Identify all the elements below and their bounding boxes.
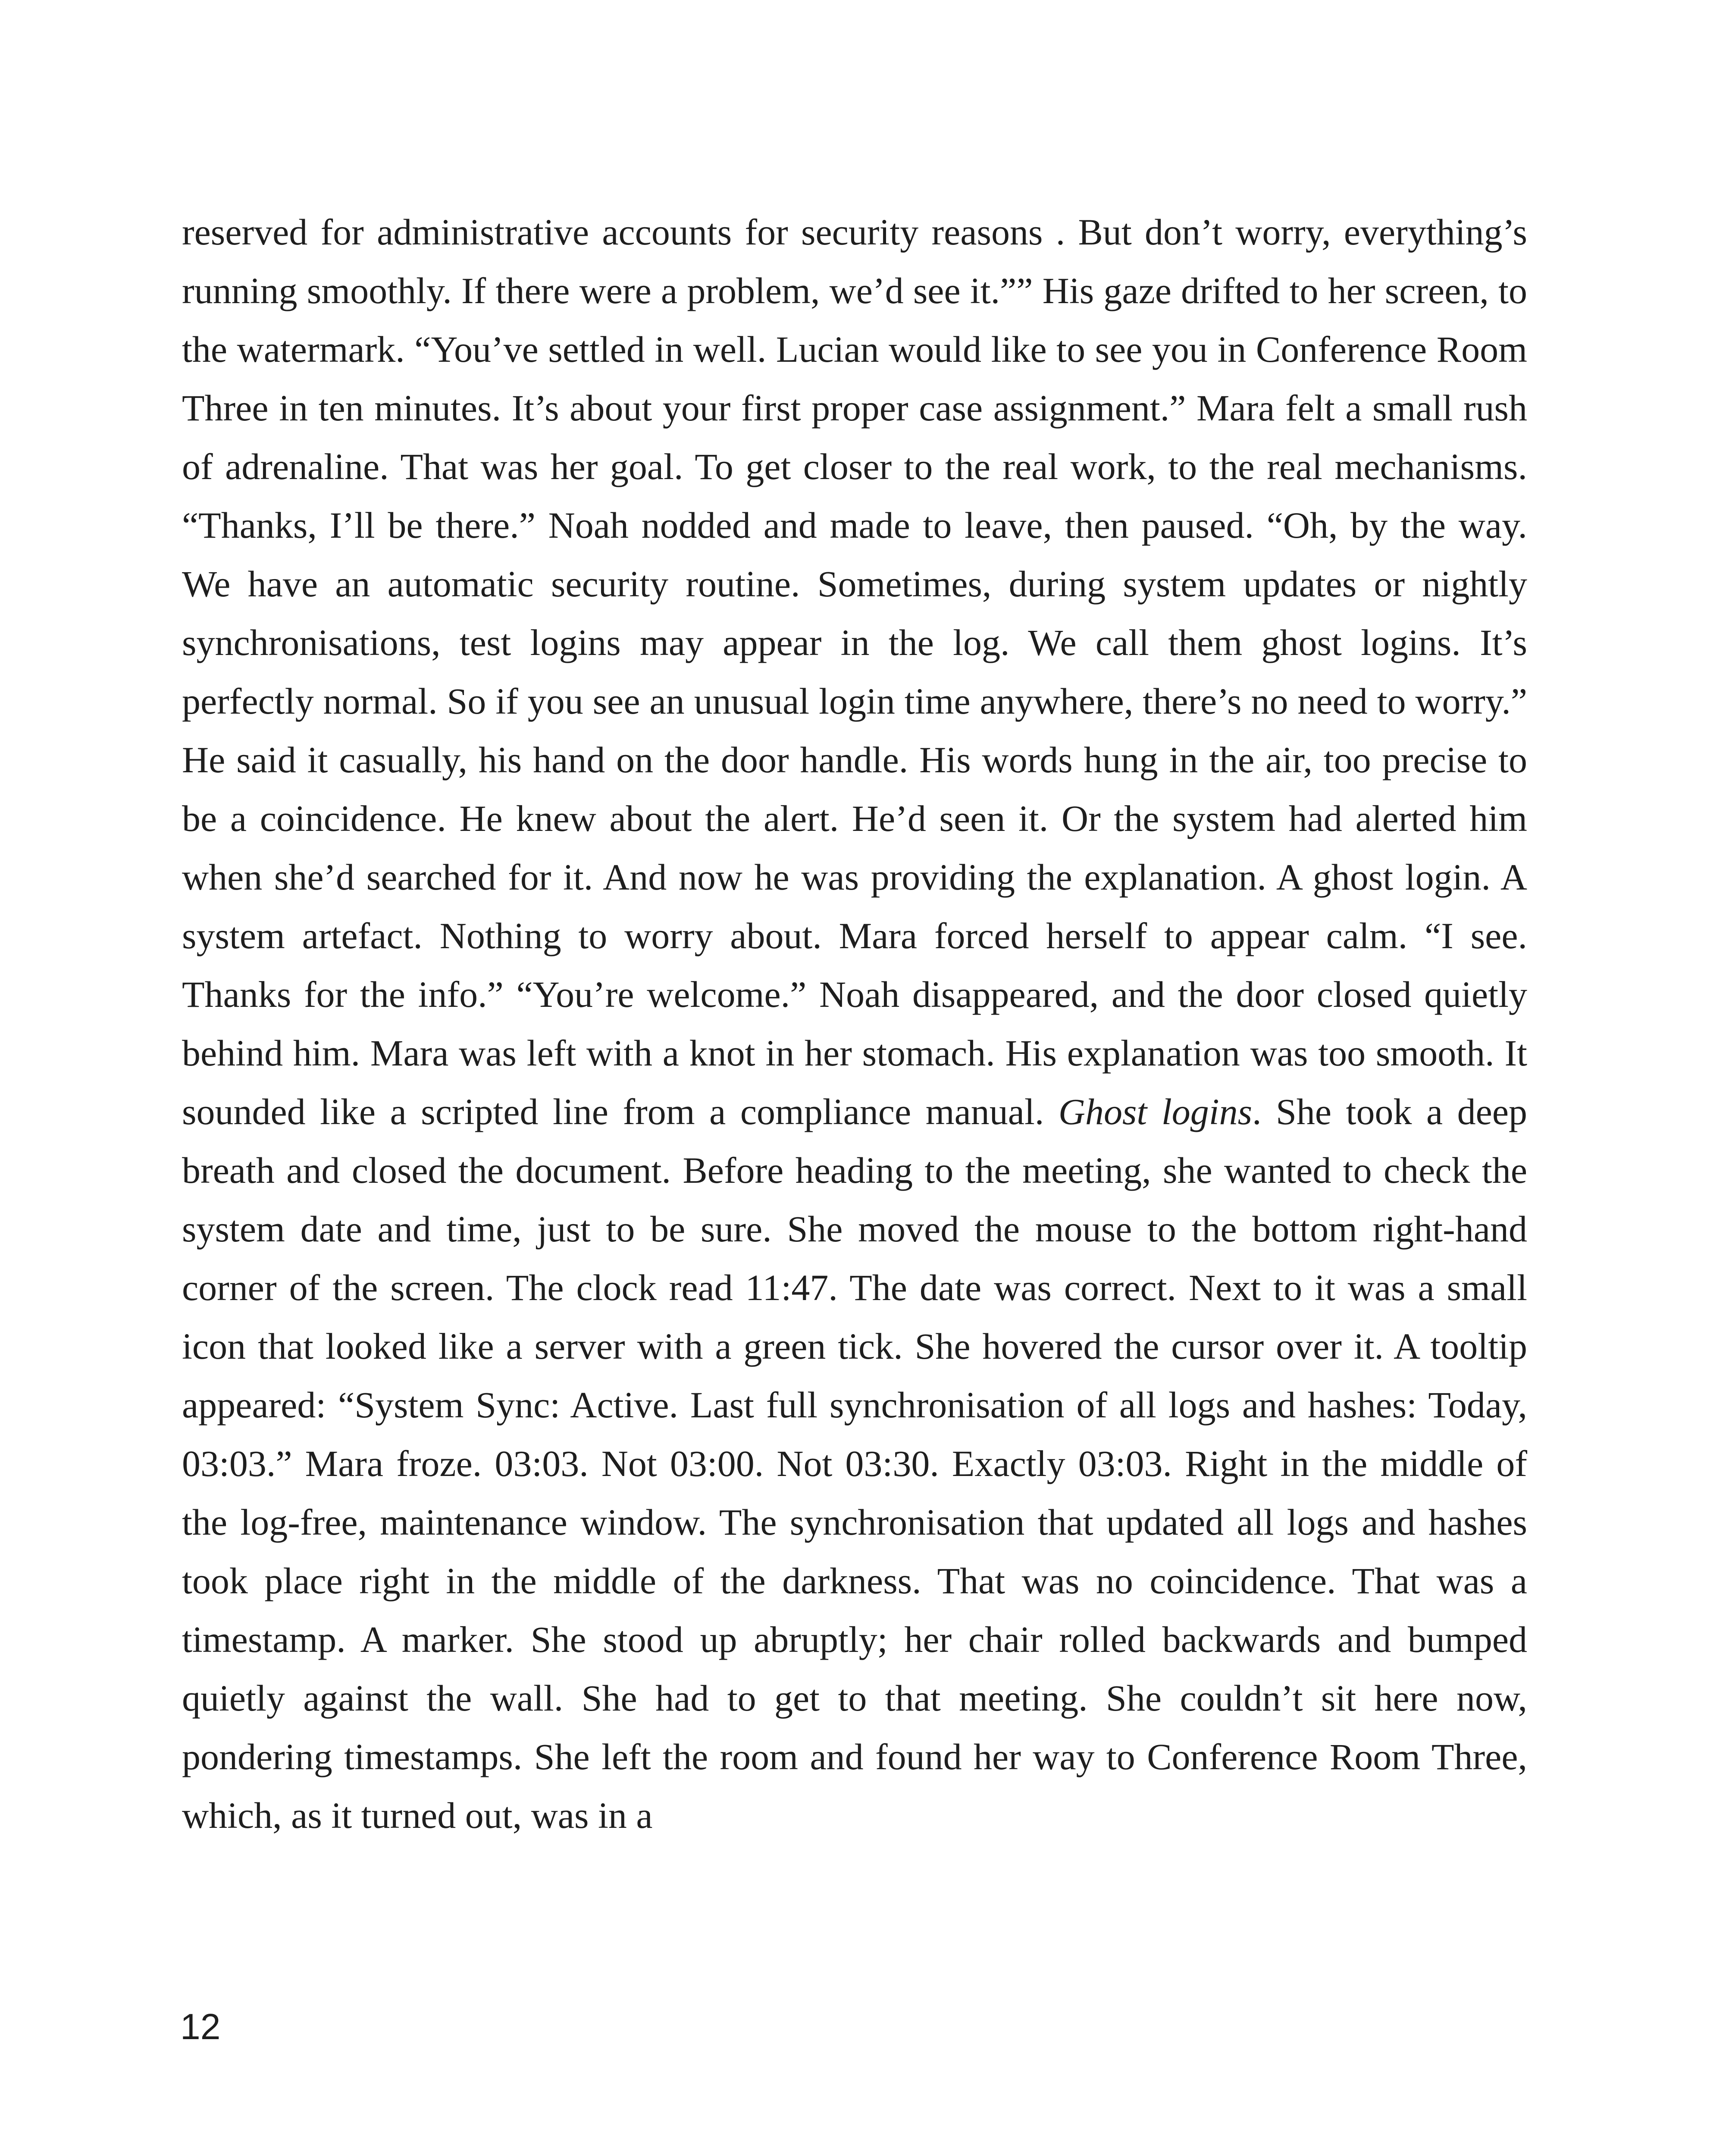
italic-phrase: Ghost logins	[1058, 1091, 1253, 1132]
paragraph-text-part-2: . She took a deep breath and closed the document. Before heading to the meeting, she wanted to check the system date and time, just to be sure. She moved the mouse to the bottom right-hand corner of the screen. The clock read 11:47. The date was correct. Next to it was a small icon that looked like a server with a green tick. She hovered the cursor over it. A tooltip appeared: “System Sync: Active. Last full synchronisation of all logs and hashes: Today, 03:03.” Mara froze. 03:03. Not 03:00. Not 03:30. Exactly 03:03. Right in the middle of the log-free, maintenance window. The synchronisation that updated all logs and hashes took place right in the middle of the darkness. That was no coincidence. That was a timestamp. A marker. She stood up abruptly; her chair rolled backwards and bumped quietly against the wall. She had to get to that meeting. She couldn’t sit here now, pondering timestamps. She left the room and found her way to Conference Room Three, which, as it turned out, was in a	[182, 1091, 1528, 1836]
paragraph-text-part-1: reserved for administrative accounts for security reasons . But don’t worry, everything’s running smoothly. If there were a problem, we’d see it.”” His gaze drifted to her screen, to the watermark. “You’ve settled in well. Lucian would like to see you in Conference Room Three in ten minutes. It’s about your first proper case assignment.” Mara felt a small rush of adrenaline. That was her goal. To get closer to the real work, to the real mechanisms. “Thanks, I’ll be there.” Noah nodded and made to leave, then paused. “Oh, by the way. We have an automatic security routine. Sometimes, during system updates or nightly synchronisations, test logins may appear in the log. We call them ghost logins. It’s perfectly normal. So if you see an unusual login time anywhere, there’s no need to worry.” He said it casually, his hand on the door handle. His words hung in the air, too precise to be a coincidence. He knew about the alert. He’d seen it. Or the system had alerted him when she’d searched for it. And now he was providing the explanation. A ghost login. A system artefact. Nothing to worry about. Mara forced herself to appear calm. “I see. Thanks for the info.” “You’re welcome.” Noah disappeared, and the door closed quietly behind him. Mara was left with a knot in her stomach. His explanation was too smooth. It sounded like a scripted line from a compliance manual.	[182, 211, 1527, 1132]
body-paragraph	[182, 203, 1527, 1845]
page-number: 12	[180, 2006, 221, 2047]
